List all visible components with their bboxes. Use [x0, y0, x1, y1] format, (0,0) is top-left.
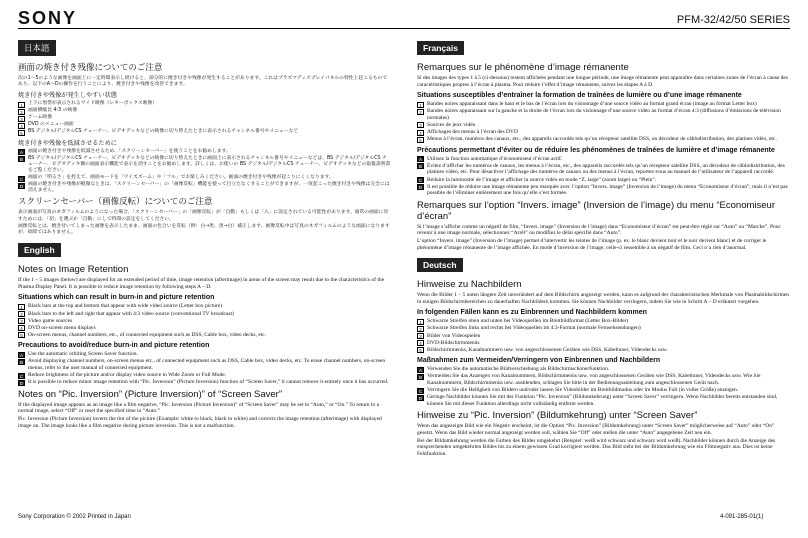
letter-badge: B: [418, 374, 422, 380]
list-item: D It is possible to reduce minor image retention with “Pic. Inversion” (Picture Inversion) function of “Screen Saver,” it cannot remove it entirely once it has occurred.: [19, 379, 389, 386]
lang-label-french: Français: [417, 41, 464, 55]
list-item: C Verringern Sie die Helligkeit von Bildern und/oder lassen Sie Videobilder im Breitbildmodus oder im Modus Full (in voller Größe) anzeigen.: [418, 387, 739, 394]
lang-label-japanese: 日本語: [18, 40, 56, 56]
ja-list-precautions: [18, 149, 391, 195]
list-item: A Use the automatic orbiting Screen Saver function.: [19, 351, 138, 358]
de-list-precautions: [417, 366, 790, 407]
lang-label-english: English: [18, 243, 61, 257]
list-item: B BS デジタル/デジタルCS チューナー、ビデオデッキなどの映像に切り替えたときに画面上に表示されるチャンネル番号やメニューなどは、BS デジタル/デジタルCS チューナー、ビデオデッキ側の画面表示機能で表示を消すことをお勧めします。詳しくは、お使いの BS デジタル/デジタルCS チューナー、ビデオデッキなどの取扱説明書をご覧ください。: [19, 155, 391, 174]
list-item: C 画面の「明るさ」を控えて、画面モードを「ワイズズーム」や「フル」でお楽しみください。画面の焼き付きや残像が起こりにくくなります。: [19, 175, 334, 182]
ja-para-1: 表示画面が写真のネガフィルムのようになった場合、「スクリーンセーバー」の「画像反転」が「自動」もしくは「入」に設定されている可能性があります。通常の画面に戻すためには、「切」を選ぶか「自動」にして時間の設定をしてください。: [18, 210, 389, 222]
de-sub-situations: In folgenden Fällen kann es zu Einbrennen und Nachbildern kommen: [417, 309, 647, 317]
ja-sub-precautions: 焼き付きや残像を低減させるために: [18, 139, 117, 147]
number-badge: 5: [417, 347, 424, 353]
letter-badge: D: [418, 395, 423, 401]
ja-para-2: 画像反転とは、焼き付いてしまった画像を表示したまま、画面の色合いを反転（例：白→黒、黒→白）補正します。画像反転中は写真のネガフィルムのような画面になりますが、故障ではありません。: [18, 223, 390, 236]
number-badge: 5: [417, 137, 424, 143]
letter-badge: A: [418, 367, 422, 373]
number-badge: 2: [417, 109, 424, 115]
letter-badge: D: [19, 380, 24, 386]
en-sub-situations: Situations which can result in burn-in and picture retention: [18, 294, 215, 302]
list-item: 1 Black bars at the top and bottom that appear with wide video source (Letter box picture): [18, 303, 391, 310]
number-badge: 4: [18, 325, 25, 331]
header-rule: [18, 28, 790, 29]
list-item: 5 Menus à l’écran, numéros des canaux, etc., des appareils raccordés tels qu’un récepteur satellite DSS, un décodeur de câblodistribution, des platines vidéo, etc.: [417, 136, 790, 143]
en-para-2: Pic. Inversion (Picture Inversion) inverts the tint of the picture (Example: white to black, black to white) and corrects the image retention (afterimage) with displayed image on. The image looks like a film negative during picture inversion. This is not a malfunction.: [18, 416, 382, 429]
list-item: 5 On-screen menus, channel numbers, etc., of connected equipment such as DSS, Cable box, video decks, etc.: [18, 332, 391, 339]
ja-intro: 次の1〜5のような画像を画面上に一定時間表示し続けると、部分的に焼き付きや残像が発生することがあります。これはプラズマディスプレイパネルの特性上起こるものであり、以下のA〜Dの操作を行うことにより、焼き付きや残像を改善できます。: [18, 76, 388, 88]
list-item: 1 上下に黒帯が表示されるワイド映像（レターボックス映像）: [18, 101, 391, 108]
list-item: 2 画面横縦比 4:3 の映像: [18, 108, 391, 115]
letter-badge: B: [19, 157, 23, 163]
number-badge: 4: [417, 130, 424, 136]
number-badge: 3: [18, 116, 25, 122]
list-item: D Geringe Nachbilder können Sie mit der Funktion “Pic. Inversion” (Bildumkehrung) unter “Screen Saver” verringern. Wenn Nachbilder bereits entstanden sind, können Sie mit dieser Funktion allerdings nicht vollständig entfernt werden.: [418, 394, 778, 407]
fr-intro: Si des images des types 1 à 5 (ci-dessous) restent affichées pendant une longue période, une image rémanente peut apparaître dans certaines zones de l’écran à cause des caractéristiques propres à l’écran à plasma. Pour réduire l’effet d’image rémanente, suivez les étapes A à D.: [417, 75, 789, 88]
list-item: 2 Black bars to the left and right that appear with 4:3 video source (conventional TV broadcast): [18, 311, 391, 318]
page-header: [18, 8, 790, 30]
ja-title-retention: 画面の焼き付き残像についてのご注意: [18, 63, 163, 73]
list-item: D Il est possible de réduire une image rémanente peu marquée avec l’option “Invers. image” (Inversion de l’image) du menu “Economiseur d’écran”, mais il n’est pas possible de l’éliminer entièrement une fois qu’elle s’est formée.: [418, 183, 788, 197]
list-item: 4 DVD on-screen menu displays: [18, 325, 391, 332]
de-title-retention: Hinweise zu Nachbildern: [417, 279, 522, 291]
letter-badge: B: [19, 359, 23, 365]
series-title: PFM-32/42/50 SERIES: [676, 14, 790, 26]
lang-label-german: Deutsch: [417, 258, 463, 272]
list-item: 1 Schwarze Streifen oben und unten bei Videoquellen im Breitbildformat (Letter Box-Bilder): [417, 318, 790, 325]
en-para-1: If the displayed image appears as an image like a film negative, “Pic. Inversion (Picture Inversion)” of “Screen Saver” may be set to “Auto,” or “On.” To return to a normal image, select “Off” or reset the specified time in “Auto.”: [18, 401, 380, 415]
list-item: 3 ゲーム映像: [18, 115, 391, 122]
letter-badge: C: [418, 388, 423, 394]
fr-list-situations: [417, 101, 790, 143]
letter-badge: C: [19, 373, 24, 379]
de-para-1: Wenn das angezeigte Bild wie ein Negativ erscheint, ist die Option “Pic. Inversion” (Bildumkehrung) unter “Screen Saver” möglicherweise auf “Auto” oder “On” gesetzt. Wenn das Bild wieder normal angezeigt werden soll, wählen Sie “Off” oder stellen die unter “Auto” angegebene Zeit neu ein.: [417, 423, 775, 436]
en-list-situations: [18, 303, 391, 338]
letter-badge: A: [19, 352, 23, 358]
de-sub-precautions: Maßnahmen zum Vermeiden/Verringern von Einbrennen und Nachbildern: [417, 357, 661, 365]
en-title-retention: Notes on Image Retention: [18, 264, 129, 276]
list-item: A Utilisez la fonction automatique d’économiseur d’écran actif.: [418, 155, 563, 163]
list-item: 1 Bandes noires apparaissant dans le haut et le bas de l’écran lors du visionnage d’une source vidéo au format grand écran (image au format Letter box): [417, 101, 790, 108]
list-item: 5 Bildschirmmenüs, Kanalnummern usw. von angeschlossenen Geräten wie DSS, Kabeltuner, Videodecks usw.: [417, 347, 790, 354]
letter-badge: C: [19, 176, 24, 182]
number-badge: 2: [18, 109, 25, 115]
en-title-screensaver: Notes on “Pic. Inversion” (Picture Inversion)” of “Screen Saver”: [18, 388, 282, 400]
number-badge: 1: [18, 102, 25, 108]
letter-badge: C: [418, 178, 423, 184]
fr-list-precautions: [417, 156, 790, 197]
list-item: 3 Sources de jeux vidéo: [417, 122, 790, 129]
letter-badge: A: [19, 150, 23, 156]
left-column: [18, 38, 391, 508]
de-para-2: Bei der Bildumkehrung werden die Farben des Bildes umgekehrt (Beispiel: weiß wird schwarz und schwarz wird weiß). Nachbilder können durch die Anzeige des entsprechenden umgekehrten Bildes bis zu einem gewissen Grad korrigiert werden. Das Bild sieht bei der Bildumkehrung wie ein Filmnegativ aus. Dies ist keine Fehlfunktion.: [417, 437, 776, 457]
fr-title-retention: Remarques sur le phénomène d’image rémanente: [417, 62, 629, 73]
de-list-situations: [417, 318, 790, 353]
number-badge: 3: [18, 318, 25, 324]
list-item: 4 DVD-Bildschirmmenüs: [417, 340, 790, 347]
fr-sub-precautions: Précautions permettant d’éviter ou de réduire les phénomènes de traînées de lumière et d’image rémanente: [417, 146, 775, 154]
ja-title-screensaver: スクリーンセーバー（画像反転）についてのご注意: [18, 197, 213, 208]
letter-badge: D: [418, 185, 423, 191]
number-badge: 4: [18, 123, 25, 129]
number-badge: 5: [18, 130, 25, 136]
list-item: B Avoid displaying channel numbers, on-screen menus etc., of connected equipment such as DSS, Cable box, video decks, etc. To erase channel numbers, on-screen menus, refer to the user manual of connected equipment.: [19, 358, 386, 372]
list-item: 2 Bandes noires apparaissant sur la gauche et la droite de l’écran lors du visionnage d’une source vidéo au format d’écran 4:3 (diffusions d’émissions de télévision normales): [417, 108, 790, 121]
list-item: C Réduire la luminosité de l’image et afficher la source vidéo en mode “Z. large” (zoom large) ou “Plein”.: [418, 176, 657, 184]
number-badge: 5: [18, 332, 25, 338]
list-item: B Vermeiden Sie das Anzeigen von Kanalnummern, Bildschirmmenüs usw. von angeschlossenen Geräten wie DSS, Kabeltuner, Videodecks usw. Wie Sie Kanalnummern, Bildschirmmenüs usw. ausblenden, schlagen Sie bitte in der Bedienungsanleitung zum angeschlossenen Gerät nach.: [418, 373, 761, 387]
list-item: 3 Video game sources: [18, 318, 391, 325]
number-badge: 2: [18, 311, 25, 317]
ja-list-situations: [18, 101, 391, 136]
fr-para-2: L’option “Invers. image” (Inversion de l’image) permet d’intervertir les teintes de l’image (p. ex. le blanc devient noir et le noir devient blanc) et de corriger le phénomène d’image rémanente de l’image affichée. En mode d’inversion de l’image, celle-ci ressemble à un négatif de film. Ceci n’a rien d’anormal.: [417, 238, 767, 251]
ja-sub-situations: 焼き付きや残像が発生しやすい状態: [18, 92, 117, 100]
letter-badge: B: [418, 164, 422, 170]
list-item: A Verwenden Sie die automatische Bildverschiebung als Bildschirmschonerfunktion.: [418, 366, 610, 373]
list-item: 3 Bilder von Videospielen: [417, 333, 790, 340]
fr-sub-situations: Situations susceptibles d’entraîner la formation de traînées de lumière ou d’une image rémanente: [417, 92, 742, 100]
letter-badge: A: [418, 157, 422, 163]
en-intro: If the 1 – 5 images (below) are displayed for an extended period of time, image retention (afterimage) in areas of the screen may result due to the characteristics of the Plasma Display Panel. It is possible to reduce image retention by following steps A – D.: [18, 277, 385, 290]
fr-para-1: Si l’image s’affiche comme un négatif de film, “Invers. image” (Inversion de l’image) dans “Economiseur d’écran” est peut-être réglé sur “Auto” ou “Marche”. Pour revenir à une image normale, sélectionnez “Arrêt” ou modifiez le délai spécifié dans “Auto”.: [417, 223, 781, 237]
list-item: A 画面の焼き付きや残像を低減させるため、「スクリーンセーバー」を使うことをお勧めします。: [19, 148, 231, 156]
footer-copyright: Sony Corporation © 2002 Printed in Japan: [18, 514, 131, 520]
list-item: 5 BS デジタル/デジタルCS チューナー、ビデオデッキなどの映像に切り替えたときに表示されるチャンネル番号やメニューなど: [18, 129, 391, 136]
number-badge: 1: [417, 102, 424, 108]
number-badge: 4: [417, 340, 424, 346]
right-column: [417, 38, 790, 508]
footer-code: 4-091-285-01(1): [720, 514, 764, 520]
list-item: 2 Schwarze Streifen links und rechts bei Videoquellen im 4:3-Format (normale Fernsehsendungen): [417, 325, 790, 332]
de-title-screensaver: Hinweise zu “Pic. Inversion” (Bildumkehrung) unter “Screen Saver”: [417, 410, 698, 422]
number-badge: 2: [417, 326, 424, 332]
letter-badge: D: [19, 183, 24, 189]
list-item: 4 Affichages des menus à l’écran des DVD: [417, 129, 790, 136]
fr-title-screensaver: Remarques sur l’option “Invers. image” (Inversion de l’image) du menu “Economiseur d’écran”: [417, 199, 775, 222]
list-item: D 画面の焼き付きや残像が軽微なときは、「スクリーンセーバー」の「画像反転」機能を使って目立たなくすることができますが、一度起こった焼き付きや残像は完全には消えません。: [19, 182, 390, 194]
en-sub-precautions: Precautions to avoid/reduce burn-in and picture retention: [18, 342, 210, 350]
number-badge: 3: [417, 122, 424, 128]
number-badge: 1: [18, 304, 25, 310]
list-item: 4 DVD のメニュー画面: [18, 122, 391, 129]
en-list-precautions: [18, 351, 391, 385]
de-intro: Wenn die Bilder 1 – 5 unten längere Zeit unverändert auf dem Bildschirm angezeigt werden, kann es aufgrund der charakteristischen Merkmale von Plasmabildschirmen in einigen Bildschirmbereichen zu dauerhaften Nachbildern kommen. Sie können Nachbilder verringern, indem Sie wie in Schritt A – D erläutert vorgehen.: [417, 292, 790, 305]
number-badge: 1: [417, 319, 424, 325]
number-badge: 3: [417, 333, 424, 339]
sony-logo: SONY: [18, 8, 78, 28]
list-item: B Évitez d’afficher les numéros de canaux, les menus à l’écran, etc., des appareils raccordés tels qu’un récepteur satellite DSS, un décodeur de câblodistribution, des platines vidéo, etc. Pour désactiver l’affichage des numéros de canaux ou des menus à l’écran, reportez-vous au manuel de l’utilisateur de l’appareil raccordé.: [418, 162, 785, 176]
list-item: C Reduce brightness of the picture and/or display video source in Wide Zoom or Full Mode.: [19, 372, 227, 379]
